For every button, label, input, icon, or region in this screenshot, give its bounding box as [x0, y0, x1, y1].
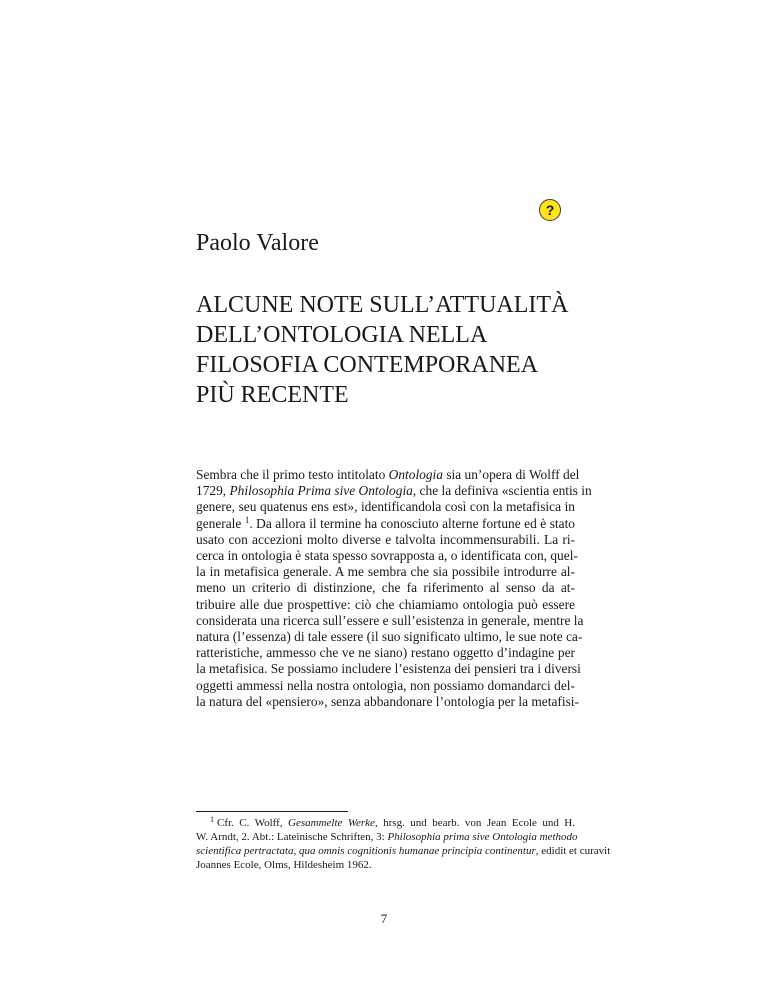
- body-line: meno un criterio di distinzione, che fa riferimento al senso da at-: [196, 580, 575, 596]
- body-text-run: , che la definiva «scientia entis in: [412, 483, 592, 499]
- body-text-run: 1729,: [196, 483, 230, 499]
- title-line: ALCUNE NOTE SULL’ATTUALITÀ: [196, 292, 569, 318]
- footnote-text-run: Cfr. C. Wolff,: [217, 817, 289, 829]
- footnote-book-title: Gesammelte Werke: [288, 817, 375, 829]
- footnote-reference[interactable]: 1: [244, 514, 250, 525]
- body-text-run: sia un’opera di Wolff del: [442, 467, 580, 482]
- body-line: la natura del «pensiero», senza abbandonare l’ontologia per la metafisi-: [196, 693, 579, 709]
- body-line: [196, 467, 580, 483]
- body-text-run: generale: [196, 515, 245, 531]
- body-text-run: . Da allora il termine ha conosciuto alterne fortune ed è stato: [249, 515, 575, 531]
- footnote-text-run: W. Arndt, 2. Abt.: Lateinische Schriften, 3:: [196, 831, 388, 843]
- help-question-icon[interactable]: ?: [539, 199, 561, 221]
- body-line: tribuire alle due prospettive: ciò che chiamiamo ontologia può essere: [196, 596, 575, 612]
- footnote-text-run: , edidit et curavit: [535, 845, 611, 857]
- footnote-line: [196, 844, 611, 858]
- body-line: [196, 516, 575, 532]
- title-line: PIÙ RECENTE: [196, 382, 349, 408]
- book-title-ontologia: Ontologia: [388, 467, 443, 482]
- title-line: DELL’ONTOLOGIA NELLA: [196, 322, 488, 348]
- body-line: genere, seu quatenus ens est», identificandola così con la metafisica in: [196, 499, 575, 515]
- page-number: 7: [380, 911, 388, 926]
- book-title-philosophia: Philosophia Prima sive Ontologia: [229, 483, 413, 499]
- body-line: cerca in ontologia è stata spesso sovrapposta a, o identificata con, quel-: [196, 548, 578, 564]
- body-line: considerata una ricerca sull’essere e sull’esistenza in generale, mentre la: [196, 612, 584, 628]
- body-line: la in metafisica generale. A me sembra che sia possibile introdurre al-: [196, 564, 575, 580]
- author-name: Paolo Valore: [196, 230, 319, 256]
- footnote-line: [196, 830, 578, 844]
- body-text-run: Sembra che il primo testo intitolato: [196, 467, 389, 482]
- body-line: [196, 483, 592, 499]
- footnote-mark: 1: [210, 815, 214, 824]
- body-line: ratteristiche, ammesso che ve ne siano) restano oggetto d’indagine per: [196, 645, 575, 661]
- body-line: usato con accezioni molto diverse e talvolta incommensurabili. La ri-: [196, 531, 575, 547]
- footnote-line: [196, 816, 575, 830]
- body-line: oggetti ammessi nella nostra ontologia, non possiamo domandarci del-: [196, 677, 575, 693]
- title-line: FILOSOFIA CONTEMPORANEA: [196, 352, 539, 378]
- footnote-divider: [196, 811, 348, 812]
- footnote-line: Joannes Ecole, Olms, Hildesheim 1962.: [196, 859, 372, 871]
- footnote-book-title: scientifica pertractata, qua omnis cognitionis humanae principia continentur: [196, 845, 536, 857]
- body-paragraph: [196, 467, 592, 710]
- footnote-text-run: , hrsg. und bearb. von Jean Ecole und H.: [374, 817, 576, 829]
- article-title: [196, 290, 568, 410]
- footnote-book-title: Philosophia prima sive Ontologia methodo: [387, 831, 578, 843]
- footnote: [196, 815, 611, 872]
- body-line: la metafisica. Se possiamo includere l’esistenza dei pensieri tra i diversi: [196, 661, 581, 677]
- body-line: natura (l’essenza) di tale essere (il suo significato ultimo, le sue note ca-: [196, 629, 583, 645]
